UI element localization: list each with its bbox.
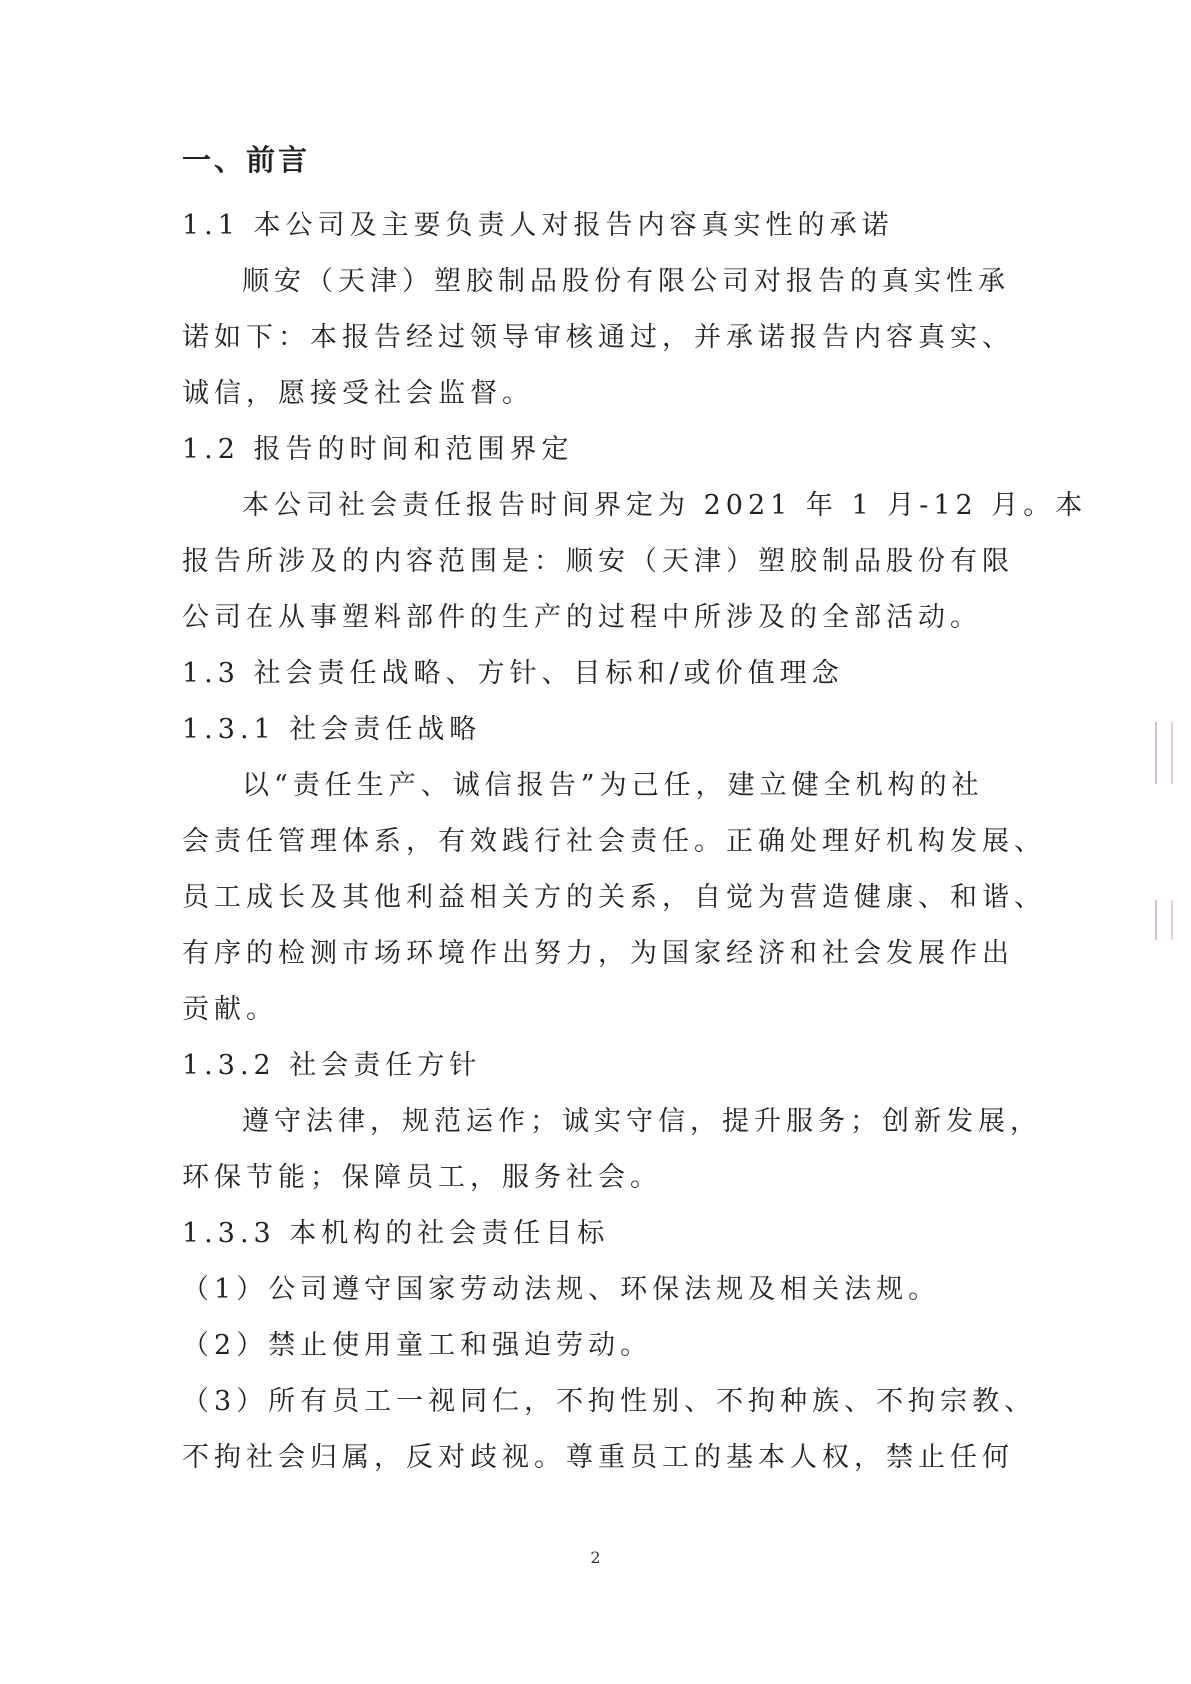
page-number: 2 bbox=[590, 1548, 601, 1567]
section-heading bbox=[182, 1206, 1012, 1262]
text-line: 遵守法律，规范运作；诚实守信，提升服务；创新发展， bbox=[242, 1106, 1042, 1137]
text-line: 本公司社会责任报告时间界定为 2021 年 1 月-12 月。本 bbox=[242, 490, 1088, 521]
seal-stamp-mark bbox=[1155, 900, 1173, 940]
section-heading bbox=[182, 422, 1012, 478]
text-line: 以“责任生产、诚信报告”为己任，建立健全机构的社 bbox=[242, 770, 984, 801]
list-item bbox=[182, 1318, 1012, 1374]
text-line: 1.3.2 社会责任方针 bbox=[182, 1050, 482, 1081]
section-heading bbox=[182, 702, 1012, 758]
text-line: 报告所涉及的内容范围是：顺安（天津）塑胶制品股份有限 bbox=[182, 546, 1014, 577]
text-line: 诚信，愿接受社会监督。 bbox=[182, 378, 534, 409]
paragraph bbox=[182, 1094, 1042, 1206]
text-line: 会责任管理体系，有效践行社会责任。正确处理好机构发展、 bbox=[182, 826, 1046, 857]
paragraph bbox=[182, 758, 1046, 1038]
text-line: 公司在从事塑料部件的生产的过程中所涉及的全部活动。 bbox=[182, 602, 982, 633]
text-line: （1）公司遵守国家劳动法规、环保法规及相关法规。 bbox=[182, 1274, 941, 1305]
section-heading bbox=[182, 1038, 1012, 1094]
text-line: 1.3.1 社会责任战略 bbox=[182, 714, 482, 745]
text-line: 1.1 本公司及主要负责人对报告内容真实性的承诺 bbox=[182, 210, 894, 241]
section-heading bbox=[182, 198, 1012, 254]
paragraph bbox=[182, 254, 1012, 422]
text-line: 贡献。 bbox=[182, 994, 278, 1025]
text-line: 诺如下：本报告经过领导审核通过，并承诺报告内容真实、 bbox=[182, 322, 1014, 353]
text-line: 1.3 社会责任战略、方针、目标和/或价值理念 bbox=[182, 658, 844, 689]
text-line: （3）所有员工一视同仁，不拘性别、不拘种族、不拘宗教、 bbox=[182, 1386, 1037, 1417]
section-title: 一、前言 bbox=[182, 143, 311, 177]
document-body bbox=[182, 140, 1088, 1486]
seal-stamp-mark bbox=[1155, 722, 1173, 784]
text-line: （2）禁止使用童工和强迫劳动。 bbox=[182, 1330, 653, 1361]
text-line: 1.3.3 本机构的社会责任目标 bbox=[182, 1218, 610, 1249]
text-line: 顺安（天津）塑胶制品股份有限公司对报告的真实性承 bbox=[242, 266, 1010, 297]
text-line: 有序的检测市场环境作出努力，为国家经济和社会发展作出 bbox=[182, 938, 1014, 969]
paragraph bbox=[182, 478, 1088, 646]
section-heading bbox=[182, 646, 1012, 702]
text-line: 1.2 报告的时间和范围界定 bbox=[182, 434, 574, 465]
text-line: 员工成长及其他利益相关方的关系，自觉为营造健康、和谐、 bbox=[182, 882, 1046, 913]
content-blocks bbox=[182, 198, 1088, 1486]
list-item bbox=[182, 1262, 1012, 1318]
text-line: 不拘社会归属，反对歧视。尊重员工的基本人权，禁止任何 bbox=[182, 1442, 1014, 1473]
list-item bbox=[182, 1374, 1037, 1486]
text-line: 环保节能；保障员工，服务社会。 bbox=[182, 1162, 662, 1193]
